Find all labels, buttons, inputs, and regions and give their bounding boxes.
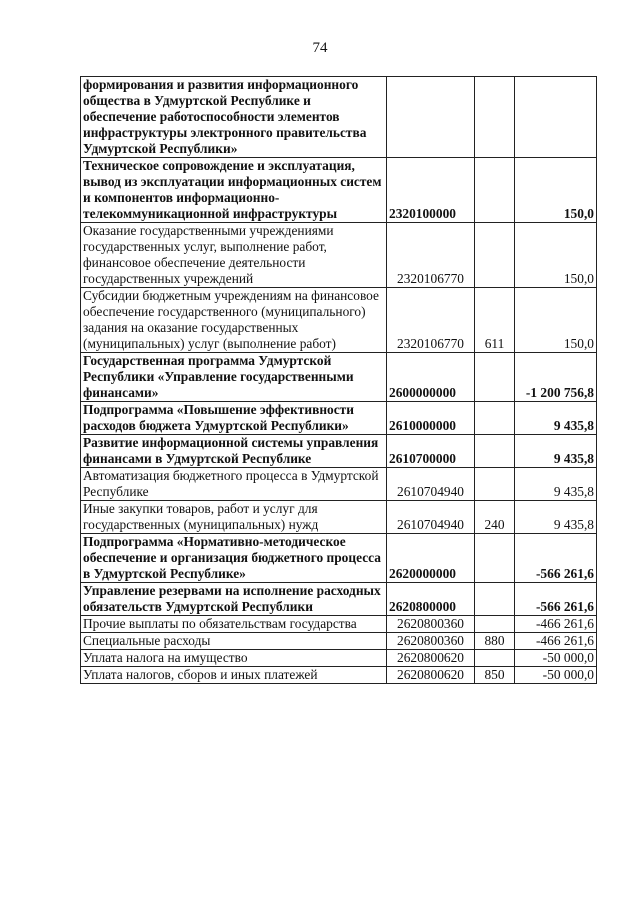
row-sum-cell: -50 000,0: [515, 667, 597, 684]
row-sum-cell: 9 435,8: [515, 402, 597, 435]
row-sum-cell: 150,0: [515, 223, 597, 288]
row-code-cell: 2620800620: [387, 667, 475, 684]
row-code-cell: 2620800360: [387, 616, 475, 633]
row-type-cell: [475, 534, 515, 583]
row-type-cell: [475, 435, 515, 468]
row-type-cell: [475, 353, 515, 402]
row-type-cell: [475, 402, 515, 435]
row-name-cell: Прочие выплаты по обязательствам государства: [81, 616, 387, 633]
table-row: [81, 501, 597, 534]
row-type-cell: [475, 77, 515, 158]
row-type-cell: [475, 616, 515, 633]
page-number: 74: [312, 40, 328, 56]
table-row: [81, 468, 597, 501]
row-code-cell: 2620800000: [387, 583, 475, 616]
table-row: [81, 158, 597, 223]
row-code-cell: 2600000000: [387, 353, 475, 402]
row-name-cell: Подпрограмма «Повышение эффективности расходов бюджета Удмуртской Республики»: [81, 402, 387, 435]
row-sum-cell: -1 200 756,8: [515, 353, 597, 402]
row-sum-cell: -50 000,0: [515, 650, 597, 667]
row-code-cell: 2610704940: [387, 501, 475, 534]
row-name-cell: Развитие информационной системы управления финансами в Удмуртской Республике: [81, 435, 387, 468]
row-sum-cell: 150,0: [515, 158, 597, 223]
row-name-cell: Управление резервами на исполнение расходных обязательств Удмуртской Республики: [81, 583, 387, 616]
row-type-cell: [475, 468, 515, 501]
row-code-cell: 2610704940: [387, 468, 475, 501]
table-row: [81, 616, 597, 633]
row-sum-cell: 9 435,8: [515, 468, 597, 501]
table-row: [81, 583, 597, 616]
row-name-cell: Государственная программа Удмуртской Республики «Управление государственными финансами»: [81, 353, 387, 402]
row-name-cell: Техническое сопровождение и эксплуатация, вывод из эксплуатации информационных систем и компонентов информационно-телекоммуникационной инфраструктуры: [81, 158, 387, 223]
row-code-cell: 2610700000: [387, 435, 475, 468]
row-type-cell: [475, 158, 515, 223]
table-row: [81, 402, 597, 435]
row-name-cell: Специальные расходы: [81, 633, 387, 650]
table-row: [81, 288, 597, 353]
row-name-cell: Уплата налога на имущество: [81, 650, 387, 667]
row-sum-cell: 9 435,8: [515, 501, 597, 534]
row-code-cell: 2320106770: [387, 223, 475, 288]
table-row: [81, 223, 597, 288]
row-code-cell: 2320100000: [387, 158, 475, 223]
row-code-cell: [387, 77, 475, 158]
row-sum-cell: 9 435,8: [515, 435, 597, 468]
row-name-cell: Субсидии бюджетным учреждениям на финансовое обеспечение государственного (муниципального) задания на оказание государственных (муниципальных) услуг (выполнение работ): [81, 288, 387, 353]
row-type-cell: [475, 583, 515, 616]
row-type-cell: [475, 650, 515, 667]
row-code-cell: 2320106770: [387, 288, 475, 353]
row-code-cell: 2620800360: [387, 633, 475, 650]
row-sum-cell: -566 261,6: [515, 534, 597, 583]
row-code-cell: 2620000000: [387, 534, 475, 583]
row-sum-cell: 150,0: [515, 288, 597, 353]
table-row: [81, 534, 597, 583]
row-type-cell: 850: [475, 667, 515, 684]
row-type-cell: [475, 223, 515, 288]
table-row: [81, 435, 597, 468]
row-name-cell: Подпрограмма «Нормативно-методическое обеспечение и организация бюджетного процесса в Удмуртской Республике»: [81, 534, 387, 583]
row-name-cell: Оказание государственными учреждениями государственных услуг, выполнение работ, финансовое обеспечение деятельности государственных учреждений: [81, 223, 387, 288]
row-type-cell: 611: [475, 288, 515, 353]
table-row: [81, 353, 597, 402]
row-name-cell: Иные закупки товаров, работ и услуг для государственных (муниципальных) нужд: [81, 501, 387, 534]
row-code-cell: 2620800620: [387, 650, 475, 667]
row-sum-cell: [515, 77, 597, 158]
row-type-cell: 240: [475, 501, 515, 534]
table-row: [81, 650, 597, 667]
table-row: [81, 77, 597, 158]
row-sum-cell: -466 261,6: [515, 633, 597, 650]
row-type-cell: 880: [475, 633, 515, 650]
row-name-cell: формирования и развития информационного общества в Удмуртской Республике и обеспечение работоспособности элементов инфраструктуры электронного правительства Удмуртской Республики»: [81, 77, 387, 158]
row-sum-cell: -466 261,6: [515, 616, 597, 633]
row-name-cell: Автоматизация бюджетного процесса в Удмуртской Республике: [81, 468, 387, 501]
table-row: [81, 667, 597, 684]
budget-table: [80, 76, 597, 684]
row-code-cell: 2610000000: [387, 402, 475, 435]
row-sum-cell: -566 261,6: [515, 583, 597, 616]
table-row: [81, 633, 597, 650]
row-name-cell: Уплата налогов, сборов и иных платежей: [81, 667, 387, 684]
